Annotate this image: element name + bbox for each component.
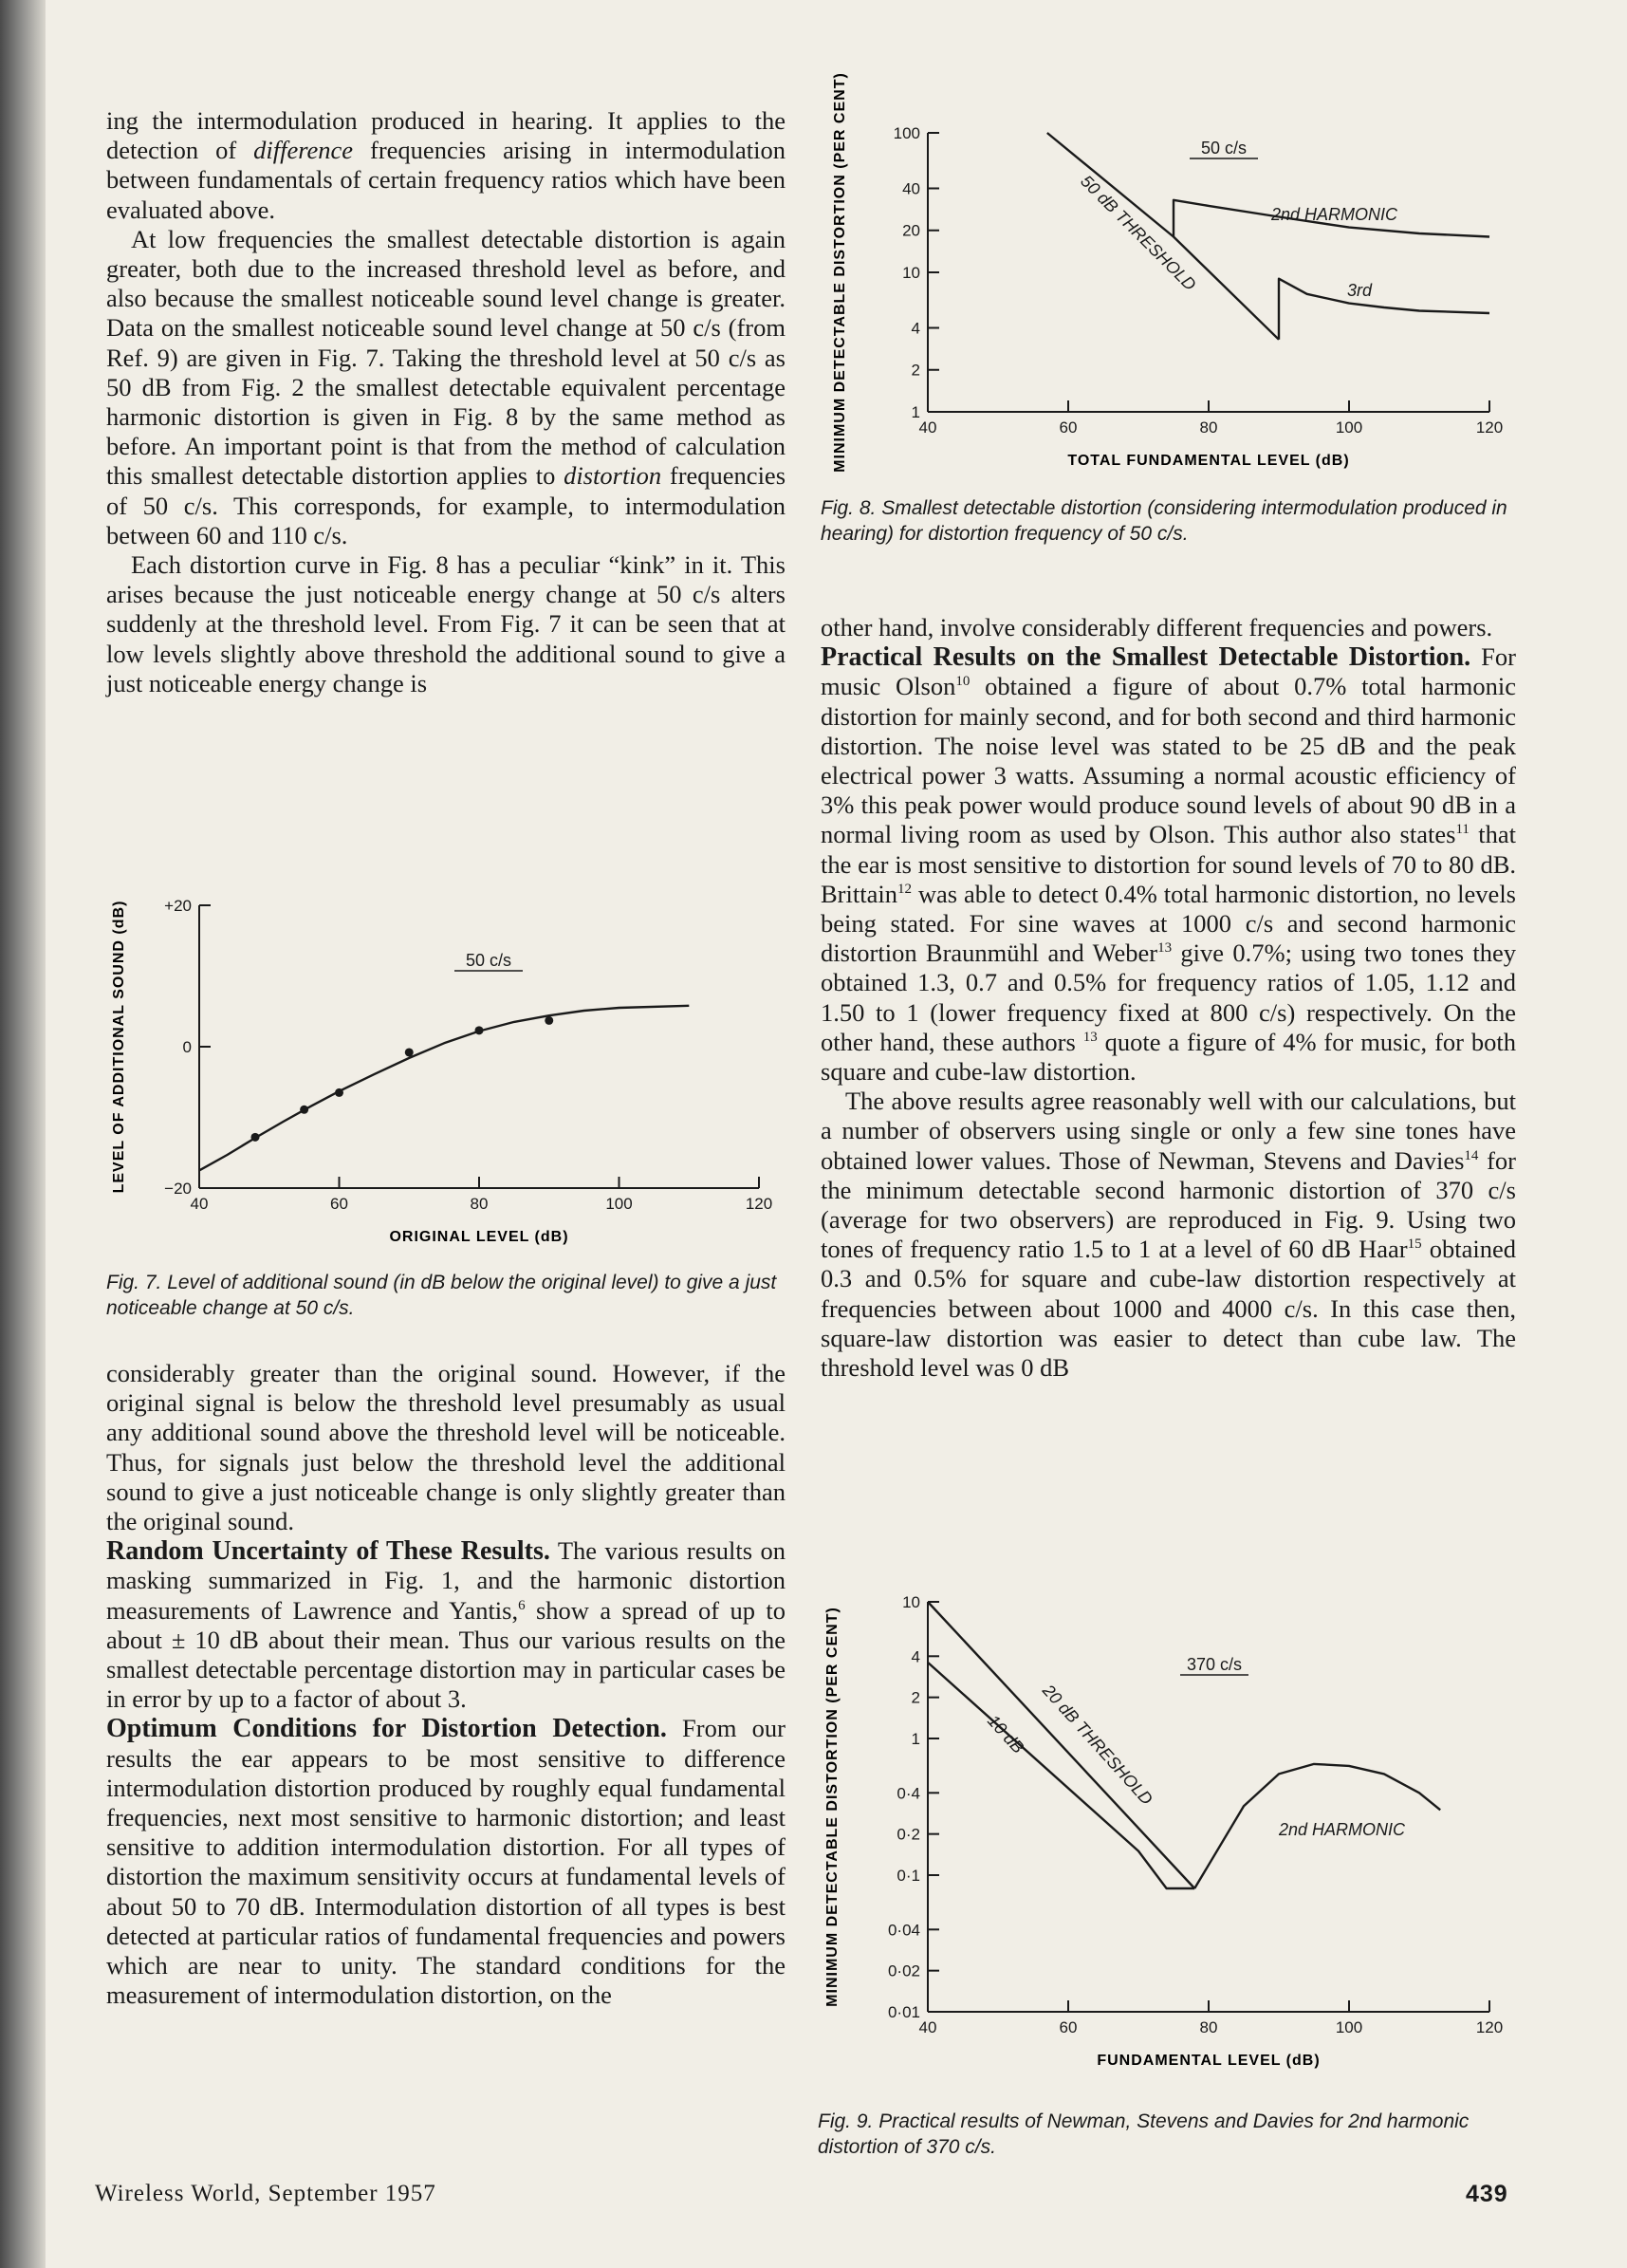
- y-axis-label: MINIMUM DETECTABLE DISTORTION (PER CENT): [824, 1607, 841, 2007]
- x-tick-label: 80: [470, 1195, 489, 1213]
- paragraph-text: other hand, involve considerably different frequencies and powers.: [821, 613, 1493, 641]
- y-tick-label: 0: [182, 1038, 192, 1056]
- data-point: [545, 1016, 553, 1025]
- x-axis-label: FUNDAMENTAL LEVEL (dB): [1097, 2053, 1321, 2069]
- y-tick-label: 0·1: [897, 1867, 920, 1885]
- chart-annotation: 370 c/s: [1186, 1655, 1243, 1674]
- y-tick-label: 0·4: [897, 1784, 920, 1803]
- y-tick-label: 10: [902, 1593, 920, 1611]
- y-tick-label: 100: [893, 124, 920, 142]
- series-label: 2nd HARMONIC: [1279, 1820, 1406, 1839]
- series-line: [1047, 133, 1279, 340]
- data-point: [475, 1026, 484, 1034]
- y-tick-label: 4: [911, 319, 920, 338]
- section-heading: Optimum Conditions for Distortion Detection.: [106, 1714, 667, 1744]
- x-tick-label: 60: [1059, 2018, 1078, 2036]
- paragraph-text: The various results on masking summarized in Fig. 1, and the harmonic distortion measurements of Lawrence and Yantis,$^6$ show a spread of up to about ± 10 dB about their mean. Thus our various results on the smallest detectable percentage distortion may in particular cases be in error by up to a factor of about 3.: [106, 1536, 786, 1714]
- paragraph: [106, 225, 786, 550]
- series-label: 10 dB: [984, 1711, 1028, 1757]
- x-tick-label: 120: [745, 1195, 773, 1213]
- x-tick-label: 80: [1199, 418, 1218, 437]
- y-tick-label: 4: [911, 1647, 920, 1666]
- data-point: [335, 1088, 343, 1097]
- series-line: [199, 1006, 689, 1171]
- journal-footer: Wireless World, September 1957: [95, 2181, 436, 2206]
- x-tick-label: 100: [605, 1195, 633, 1213]
- y-axis-label: LEVEL OF ADDITIONAL SOUND (dB): [111, 900, 127, 1194]
- y-tick-label: 20: [902, 221, 920, 240]
- left-column-bottom: [106, 1359, 786, 2010]
- x-tick-label: 60: [1059, 418, 1078, 437]
- fig9-chart: [816, 1587, 1518, 2099]
- x-tick-label: 40: [918, 418, 937, 437]
- y-tick-label: 40: [902, 179, 920, 198]
- fig8-chart: [816, 72, 1518, 486]
- paragraph-text: For music Olson$^{10}$ obtained a figure of about 0.7% total harmonic distortion for mainly second, and for both second and third harmonic distortion. The noise level was stated to be 25 dB and the peak electrical power 3 watts. Assuming a normal acoustic efficiency of 3% this peak power would produce sound levels of about 90 dB in a normal living room as used by Olson. This author also states$^{11}$ that the ear is most sensitive to distortion for sound levels of 70 to 80 dB. Brittain$^{12}$ was able to detect 0.4% total harmonic distortion, no levels being stated. For sine waves at 1000 c/s and second harmonic distortion Braunmühl and Weber$^{13}$ give 0.7%; using two tones they obtained 1.3, 0.7 and 0.5% for frequency ratios of 1.05, 1.12 and 1.50 to 1 (lower frequency fixed at 800 c/s) respectively. On the other hand, these authors $^{13}$ quote a figure of 4% for music, for both square and cube-law distortion.: [821, 642, 1516, 1087]
- paragraph: [106, 1359, 786, 1536]
- left-column-top: [106, 106, 786, 698]
- x-tick-label: 40: [190, 1195, 209, 1213]
- paragraph-text: ing the intermodulation produced in hearing. It applies to the detection of difference frequencies arising in intermodulation between fundamentals of certain frequency ratios which have been evaluated above.: [106, 106, 786, 224]
- paragraph-text: The above results agree reasonably well with our calculations, but a number of observers using single or only a few sine tones have obtained lower values. Those of Newman, Stevens and Davies$^{14}$ for the minimum detectable second harmonic distortion of 370 c/s (average for two observers) are reproduced in Fig. 9. Using two tones of frequency ratio 1.5 to 1 at a level of 60 dB Haar$^{15}$ obtained 0.3 and 0.5% for square and cube-law distortion respectively at frequencies between about 1000 and 4000 c/s. In this case then, square-law distortion was easier to detect than cube law. The threshold level was 0 dB: [821, 1087, 1517, 1383]
- y-tick-label: 1: [911, 1730, 920, 1748]
- paragraph: [106, 1536, 786, 1714]
- series-label: 3rd: [1347, 281, 1373, 300]
- x-tick-label: 100: [1335, 418, 1363, 437]
- fig9-caption: Fig. 9. Practical results of Newman, Stevens and Davies for 2nd harmonic distortion of 370 c/s.: [818, 2110, 1470, 2158]
- y-tick-label: 10: [902, 264, 920, 282]
- series-line: [1279, 279, 1489, 340]
- x-tick-label: 120: [1475, 418, 1504, 437]
- series-label: 20 dB THRESHOLD: [1039, 1681, 1157, 1809]
- series-line: [928, 1602, 1194, 1888]
- data-point: [300, 1106, 308, 1114]
- page-number: 439: [1466, 2181, 1508, 2207]
- x-tick-label: 100: [1335, 2018, 1363, 2036]
- data-point: [405, 1048, 414, 1056]
- x-tick-label: 120: [1475, 2018, 1504, 2036]
- y-tick-label: 2: [911, 1688, 920, 1707]
- paragraph-text: From our results the ear appears to be most sensitive to difference intermodulation distortion produced by roughly equal fundamental frequencies, next most sensitive to harmonic distortion; and least sensitive to addition intermodulation distortion. For all types of distortion the maximum sensitivity occurs at fundamental levels of about 50 to 70 dB. Intermodulation distortion of all types is best detected at particular ratios of fundamental frequencies and powers which are near to unity. The standard conditions for the measurement of intermodulation distortion, on the: [106, 1714, 786, 2010]
- y-tick-label: 0·04: [887, 1921, 920, 1940]
- paragraph: [106, 106, 786, 225]
- paragraph: [821, 1087, 1516, 1383]
- y-tick-label: 2: [911, 361, 920, 380]
- y-tick-label: 0·2: [897, 1825, 920, 1844]
- data-point: [251, 1133, 260, 1142]
- paragraph: [821, 642, 1516, 1087]
- figure-8: [816, 72, 1518, 491]
- paragraph: [821, 613, 1516, 642]
- y-tick-label: 1: [911, 403, 920, 421]
- y-tick-label: −20: [164, 1180, 192, 1198]
- paragraph-text: At low frequencies the smallest detectable distortion is again greater, both due to the increased threshold level as before, and also because the smallest noticeable sound level change is greater. Data on the smallest noticeable sound level change at 50 c/s (from Ref. 9) are given in Fig. 7. Taking the threshold level at 50 c/s as 50 dB from Fig. 2 the smallest detectable equivalent percentage harmonic distortion is given in Fig. 8 by the same method as before. An important point is that from the method of calculation this smallest detectable distortion applies to distortion frequencies of 50 c/s. This corresponds, for example, to intermodulation between 60 and 110 c/s.: [106, 224, 786, 549]
- figure-7: [95, 892, 797, 1257]
- x-tick-label: 80: [1199, 2018, 1218, 2036]
- x-axis-label: ORIGINAL LEVEL (dB): [389, 1229, 569, 1245]
- paragraph: [106, 550, 786, 698]
- y-tick-label: 0·01: [887, 2003, 920, 2021]
- paragraph: [106, 1714, 786, 2010]
- y-tick-label: +20: [164, 897, 192, 915]
- paragraph-text: considerably greater than the original sound. However, if the original signal is below the threshold level presumably as usual any additional sound above the threshold level will be noticeable. Thus, for signals just below the threshold level the additional sound to give a just noticeable change is only slightly greater than the original sound.: [106, 1359, 786, 1536]
- y-axis-label: MINIMUM DETECTABLE DISTORTION (PER CENT): [832, 72, 848, 473]
- x-tick-label: 40: [918, 2018, 937, 2036]
- x-tick-label: 60: [330, 1195, 348, 1213]
- section-heading: Practical Results on the Smallest Detectable Distortion.: [821, 642, 1471, 673]
- series-label: 50 dB THRESHOLD: [1077, 171, 1200, 295]
- y-tick-label: 0·02: [887, 1961, 920, 1980]
- series-label: 2nd HARMONIC: [1271, 205, 1398, 224]
- chart-annotation: 50 c/s: [465, 951, 512, 970]
- paragraph-text: Each distortion curve in Fig. 8 has a peculiar “kink” in it. This arises because the just noticeable energy change at 50 c/s alters suddenly at the threshold level. From Fig. 7 it can be seen that at low levels slightly above threshold the additional sound to give a just noticeable energy change is: [106, 550, 786, 697]
- figure-9: [816, 1587, 1518, 2104]
- binding-shadow: [0, 0, 46, 2268]
- fig7-chart: [95, 892, 797, 1253]
- fig7-caption: Fig. 7. Level of additional sound (in dB below the original level) to give a just noticeable change at 50 c/s.: [106, 1272, 777, 1319]
- fig8-caption: Fig. 8. Smallest detectable distortion (considering intermodulation produced in hearing) for distortion frequency of 50 c/s.: [821, 497, 1507, 545]
- section-heading: Random Uncertainty of These Results.: [106, 1536, 550, 1567]
- x-axis-label: TOTAL FUNDAMENTAL LEVEL (dB): [1067, 453, 1350, 469]
- chart-annotation: 50 c/s: [1200, 139, 1248, 158]
- right-column-text: [821, 613, 1516, 1383]
